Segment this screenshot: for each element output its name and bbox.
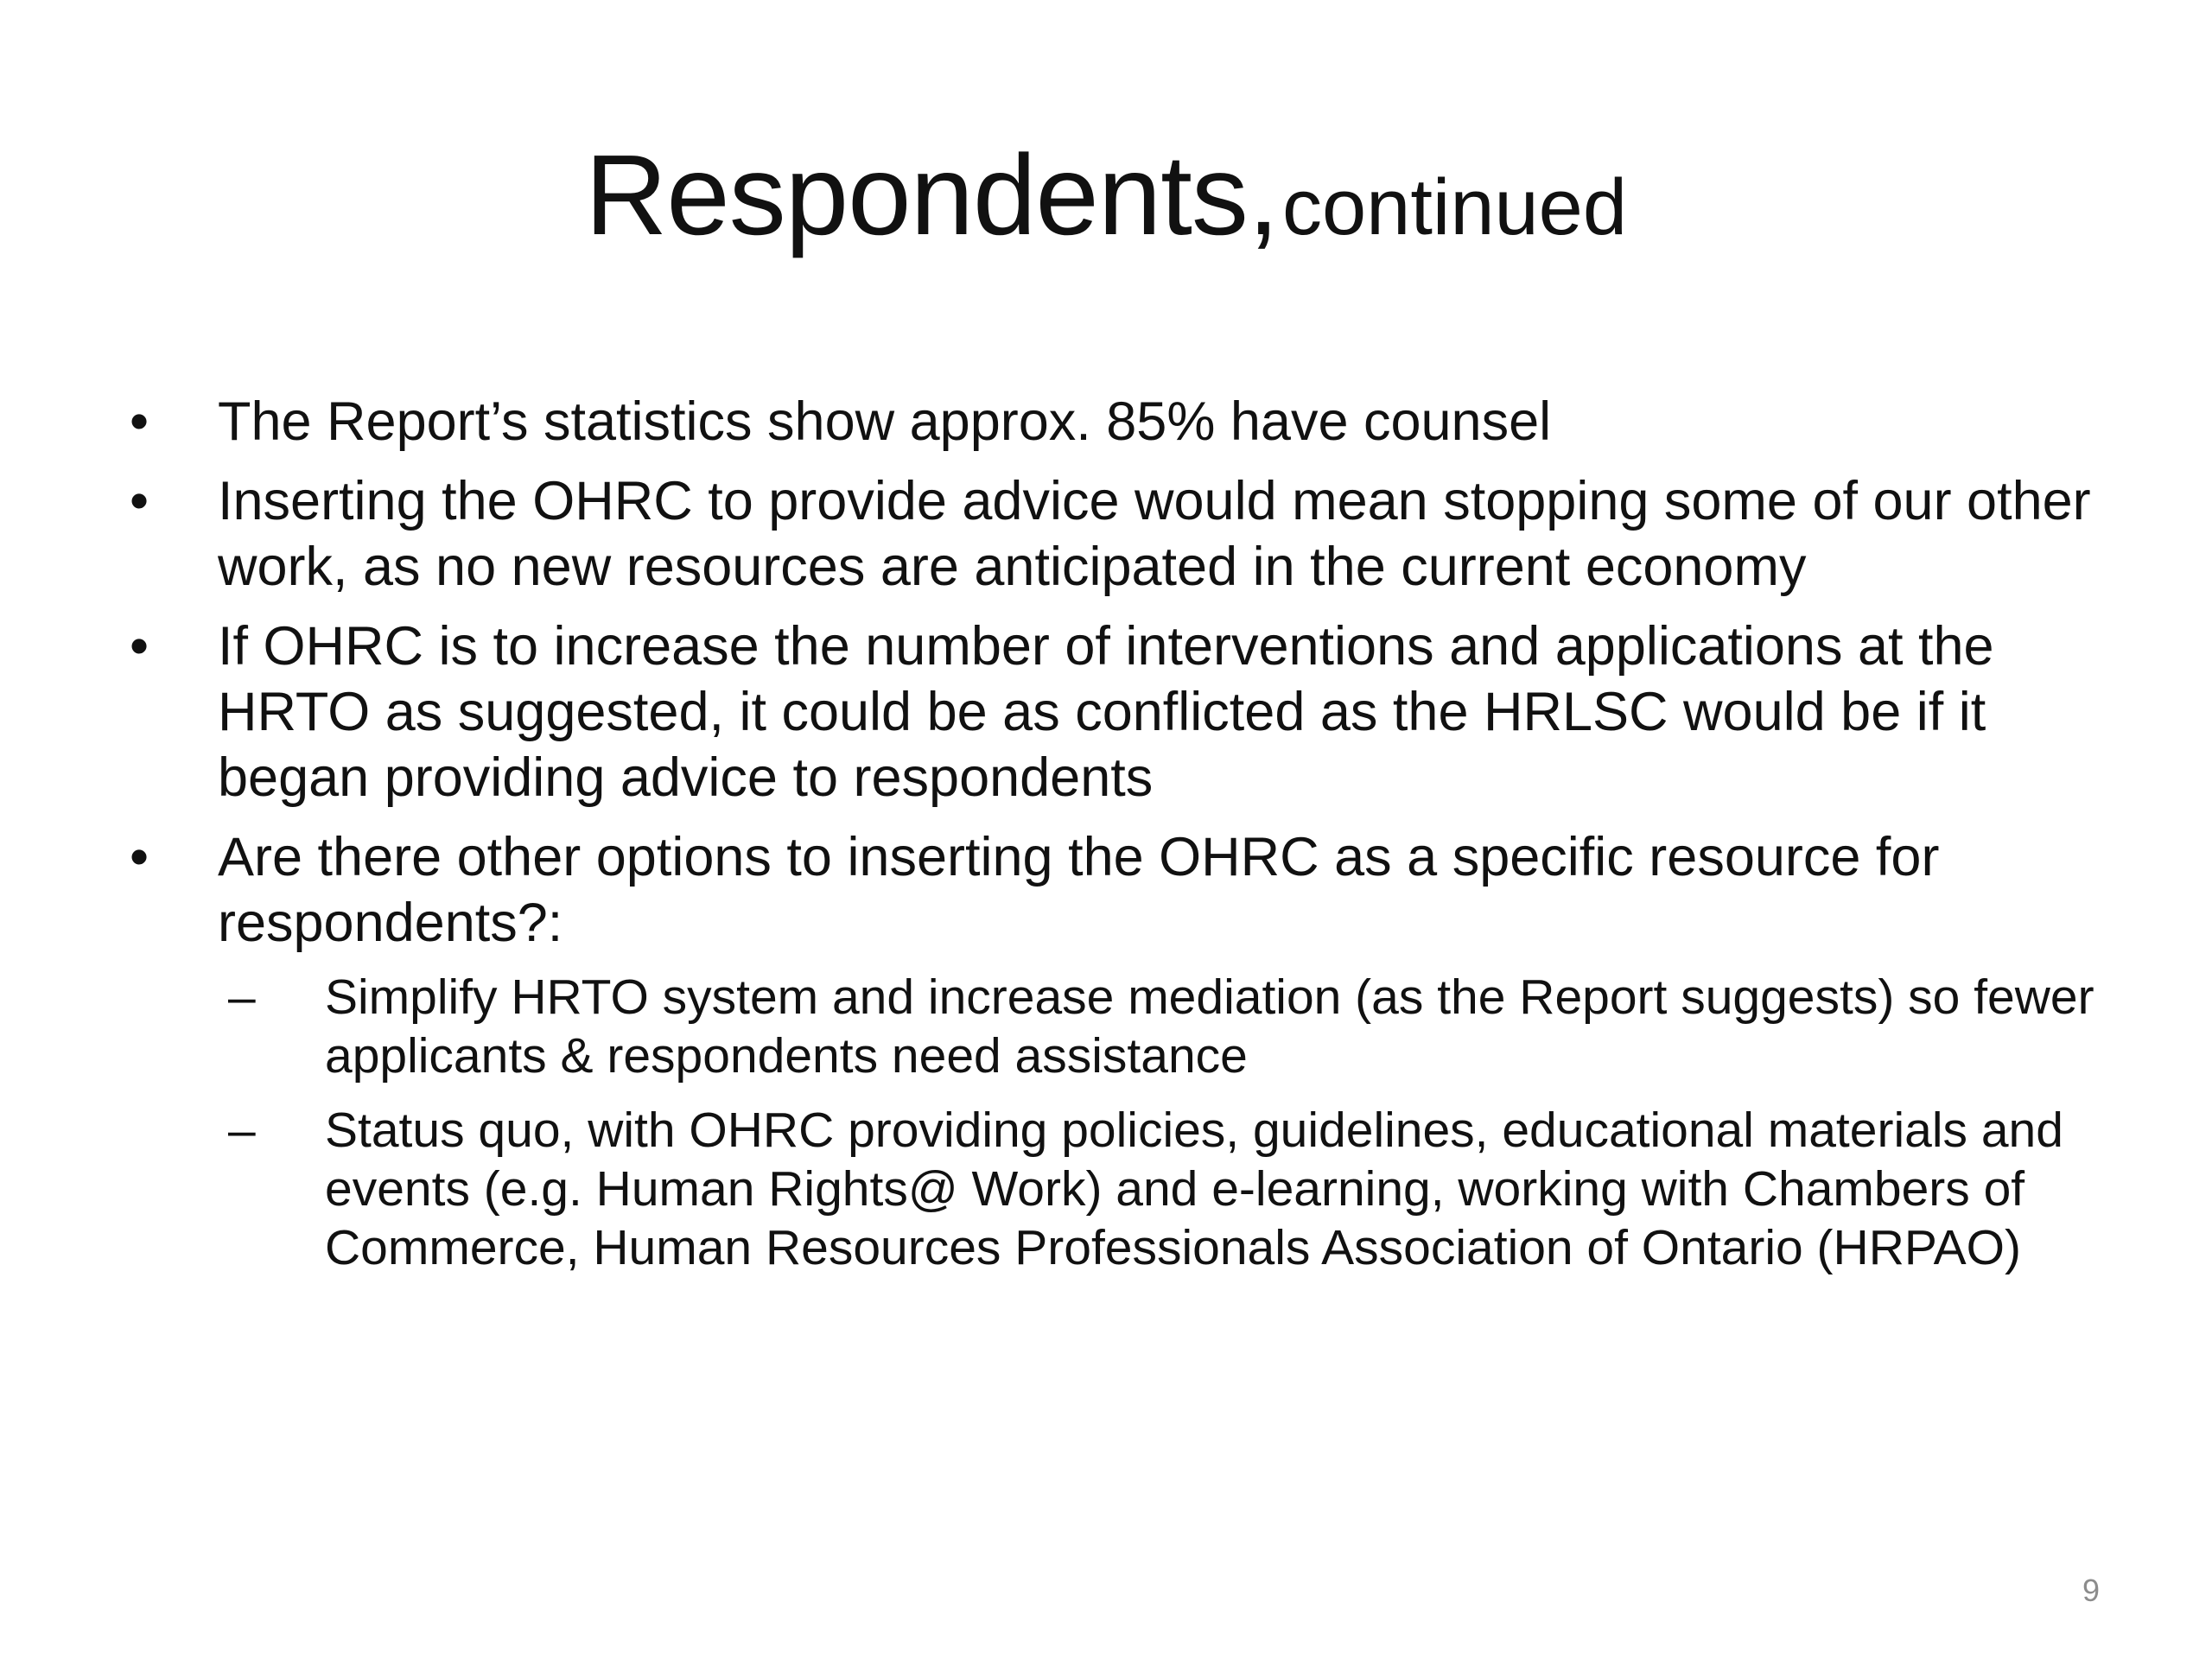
sub-bullet-item: – Simplify HRTO system and increase mediation (as the Report suggests) so fewer applicants & respondents need assistance	[228, 968, 2117, 1085]
bullet-item: • Inserting the OHRC to provide advice would mean stopping some of our other work, as no new resources are anticipated in the current economy	[130, 468, 2117, 600]
page-number: 9	[2082, 1573, 2100, 1608]
bullet-item-with-subitems	[130, 824, 2117, 1277]
bullet-item-text: Are there other options to inserting the OHRC as a specific resource for respondents?:	[218, 827, 1940, 953]
bullet-item: • The Report’s statistics show approx. 85% have counsel	[130, 389, 2117, 454]
bullet-item: • If OHRC is to increase the number of interventions and applications at the HRTO as suggested, it could be as conflicted as the HRLSC would be if it began providing advice to respondents	[130, 613, 2117, 810]
slide-content	[130, 389, 2117, 1293]
slide-title	[0, 131, 2212, 258]
sub-bullet-list	[218, 968, 2117, 1277]
title-main: Respondents,	[584, 131, 1279, 258]
bullet-list	[130, 389, 2117, 1277]
sub-bullet-item: – Status quo, with OHRC providing policies, guidelines, educational materials and events (e.g. Human Rights@ Work) and e-learning, working with Chambers of Commerce, Human Resources Professionals Association of Ontario (HRPAO)	[228, 1101, 2117, 1277]
title-subtitle: continued	[1282, 163, 1627, 251]
